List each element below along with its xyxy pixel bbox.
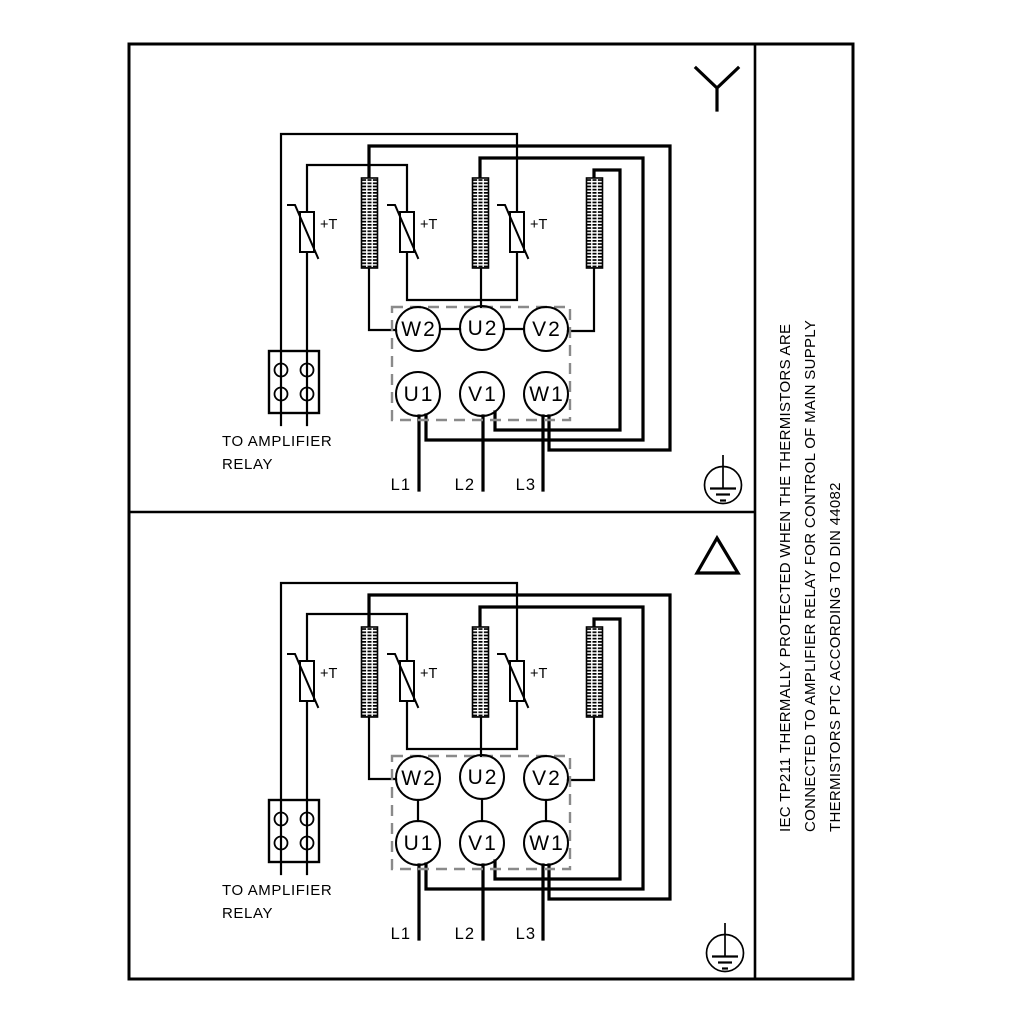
terminal-u1-label: U1 bbox=[403, 383, 435, 406]
terminal-w1-label: W1 bbox=[529, 832, 565, 855]
thermistor-2-label: +T bbox=[420, 666, 438, 682]
relay-note-line1: TO AMPLIFIER bbox=[222, 433, 333, 450]
relay-note-line2: RELAY bbox=[222, 456, 274, 473]
wire-coil3-to-v2 bbox=[568, 717, 594, 780]
motor-windings bbox=[362, 627, 603, 717]
winding-coil-3 bbox=[587, 627, 603, 717]
motor-windings bbox=[362, 178, 603, 268]
relay-box bbox=[269, 351, 319, 413]
terminal-u2-label: U2 bbox=[467, 317, 499, 340]
panel-delta bbox=[222, 583, 670, 943]
thermistor-3 bbox=[498, 654, 547, 707]
side-note-line2: CONNECTED TO AMPLIFIER RELAY FOR CONTROL OF MAIN SUPPLY bbox=[802, 319, 819, 832]
winding-coil-3 bbox=[587, 178, 603, 268]
amplifier-relay-connector bbox=[269, 800, 319, 862]
thermistors bbox=[288, 205, 547, 258]
supply-l1-label: L1 bbox=[390, 925, 411, 943]
winding-coil-2 bbox=[473, 178, 489, 268]
relay-note-line1: TO AMPLIFIER bbox=[222, 882, 333, 899]
thermistors bbox=[288, 654, 547, 707]
thermistor-2 bbox=[388, 205, 437, 258]
side-note-line3: THERMISTORS PTC ACCORDING TO DIN 44082 bbox=[827, 482, 844, 832]
earth-ground-icon-bottom bbox=[707, 923, 744, 972]
thermistor-3-label: +T bbox=[530, 666, 548, 682]
delta-bridge-links bbox=[418, 799, 546, 821]
terminal-w1-label: W1 bbox=[529, 383, 565, 406]
terminal-u1-label: U1 bbox=[403, 832, 435, 855]
terminal-v1-label: V1 bbox=[468, 832, 498, 855]
terminal-u2-label: U2 bbox=[467, 766, 499, 789]
wire-th2-to-th3 bbox=[407, 701, 517, 749]
wire-coil3-to-v2 bbox=[568, 268, 594, 331]
terminal-block bbox=[392, 755, 570, 869]
thermistor-1-label: +T bbox=[320, 666, 338, 682]
supply-l3-label: L3 bbox=[515, 476, 536, 494]
thermistor-1 bbox=[288, 654, 337, 707]
thermistor-1 bbox=[288, 205, 337, 258]
terminal-w2-label: W2 bbox=[401, 767, 437, 790]
delta-connection-icon bbox=[697, 538, 738, 573]
winding-coil-2 bbox=[473, 627, 489, 717]
supply-l3-label: L3 bbox=[515, 925, 536, 943]
panel-star bbox=[222, 134, 670, 494]
terminal-v2-label: V2 bbox=[532, 767, 562, 790]
thermistor-2-label: +T bbox=[420, 217, 438, 233]
side-note-line1: IEC TP211 THERMALLY PROTECTED WHEN THE THERMISTORS ARE bbox=[777, 323, 794, 832]
relay-box bbox=[269, 800, 319, 862]
thermistor-3-label: +T bbox=[530, 217, 548, 233]
thermistor-2 bbox=[388, 654, 437, 707]
terminal-w2-label: W2 bbox=[401, 318, 437, 341]
side-note bbox=[777, 320, 844, 832]
star-connection-icon bbox=[696, 68, 738, 110]
supply-l2-label: L2 bbox=[454, 925, 475, 943]
winding-coil-1 bbox=[362, 178, 378, 268]
winding-coil-1 bbox=[362, 627, 378, 717]
supply-l2-label: L2 bbox=[454, 476, 475, 494]
supply-l1-label: L1 bbox=[390, 476, 411, 494]
relay-note-line2: RELAY bbox=[222, 905, 274, 922]
thermistor-1-label: +T bbox=[320, 217, 338, 233]
earth-ground-icon-top bbox=[705, 455, 742, 504]
amplifier-relay-connector bbox=[269, 351, 319, 413]
wire-th2-to-th3 bbox=[407, 252, 517, 300]
terminal-v1-label: V1 bbox=[468, 383, 498, 406]
thermistor-3 bbox=[498, 205, 547, 258]
terminal-v2-label: V2 bbox=[532, 318, 562, 341]
terminal-block bbox=[392, 306, 570, 420]
